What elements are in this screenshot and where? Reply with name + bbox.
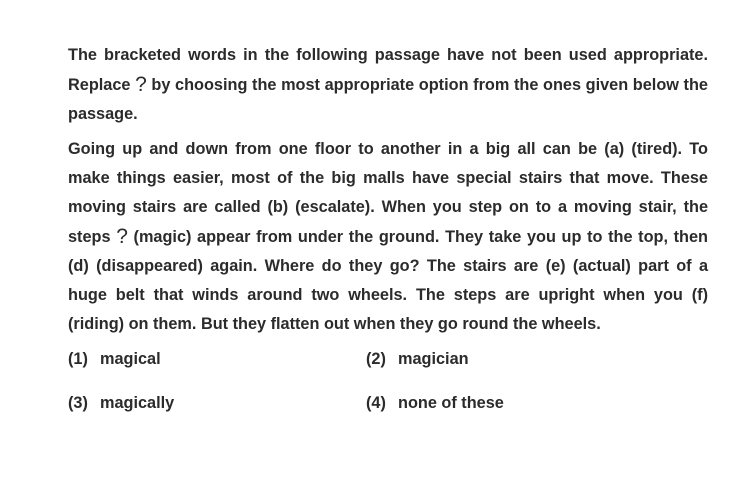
option-number: (4) [366,394,386,412]
blank-question-mark: ? [135,73,147,96]
option-number: (3) [68,394,88,412]
question-block [68,41,708,339]
passage-part-1: Going up and down from one floor to another in a big all can be (a) (tired). To make things easier, most of the big malls have special stairs that move. These moving stairs are called (b) (escalate). When you step on to a moving stair, the steps [68,140,708,246]
option-2[interactable] [366,350,469,369]
passage-text [68,135,708,339]
option-text: magical [100,350,161,368]
passage-part-2: (magic) appear from under the ground. They take you up to the top, then (d) (disappeared) again. Where do they go? The stairs are (e) (actual) part of a huge belt that winds around two wheels. The steps are upright when you (f) (riding) on them. But they flatten out when they go round the wheels. [68,228,708,333]
passage-blank-question-mark: ? [116,225,128,248]
option-text: none of these [398,394,504,412]
instruction-part-2: by choosing the most appropriate option from the ones given below the passage. [68,76,708,123]
option-1[interactable] [68,350,161,369]
instruction-part-1: The bracketed words in the following passage have not been used appropriate. Replace [68,46,708,94]
option-number: (1) [68,350,88,368]
instruction-text [68,41,708,129]
option-number: (2) [366,350,386,368]
option-text: magically [100,394,175,412]
option-3[interactable] [68,394,174,413]
option-4[interactable] [366,394,504,413]
option-text: magician [398,350,469,368]
